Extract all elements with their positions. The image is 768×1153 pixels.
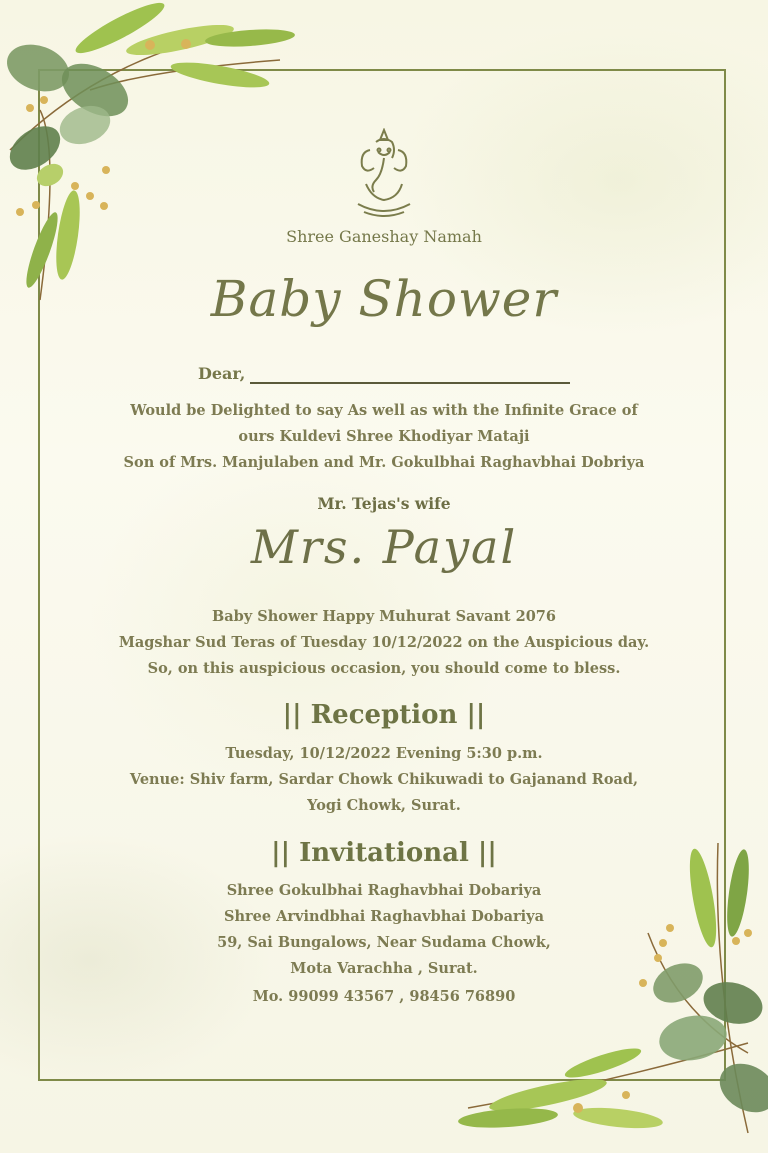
muhurat-line: So, on this auspicious occasion, you should come to bless.	[147, 660, 621, 677]
reception-details	[0, 741, 768, 819]
invitational-line: 59, Sai Bungalows, Near Sudama Chowk,	[217, 934, 551, 951]
invitation-intro	[0, 398, 768, 476]
page-title: Baby Shower	[210, 270, 558, 328]
invitational-line: Mota Varachha , Surat.	[290, 960, 478, 977]
mobile-numbers: Mo. 99099 43567 , 98456 76890	[252, 988, 516, 1005]
invitational-line: Shree Gokulbhai Raghavbhai Dobariya	[226, 882, 542, 899]
muhurat-text	[0, 604, 768, 682]
reception-heading: || Reception ||	[282, 700, 486, 730]
dear-label: Dear,	[198, 364, 246, 383]
intro-line: Would be Delighted to say As well as with the Infinite Grace of	[130, 402, 638, 419]
invitational-details	[0, 878, 768, 982]
intro-line: Son of Mrs. Manjulaben and Mr. Gokulbhai Raghavbhai Dobriya	[123, 454, 645, 471]
guest-name-blank-line	[250, 382, 570, 384]
intro-line: ours Kuldevi Shree Khodiyar Mataji	[238, 428, 530, 445]
invitational-line: Shree Arvindbhai Raghavbhai Dobariya	[224, 908, 544, 925]
husband-line: Mr. Tejas's wife	[317, 494, 451, 513]
reception-line: Yogi Chowk, Surat.	[307, 797, 461, 814]
blessing-text: Shree Ganeshay Namah	[286, 227, 482, 246]
muhurat-line: Baby Shower Happy Muhurat Savant 2076	[212, 608, 556, 625]
invitational-heading: || Invitational ||	[271, 838, 497, 868]
reception-line: Tuesday, 10/12/2022 Evening 5:30 p.m.	[225, 745, 543, 762]
reception-line: Venue: Shiv farm, Sardar Chowk Chikuwadi to Gajanand Road,	[129, 771, 639, 788]
muhurat-line: Magshar Sud Teras of Tuesday 10/12/2022 on the Auspicious day.	[118, 634, 650, 651]
honoree-name: Mrs. Payal	[250, 520, 518, 574]
ganesha-icon	[352, 128, 416, 220]
